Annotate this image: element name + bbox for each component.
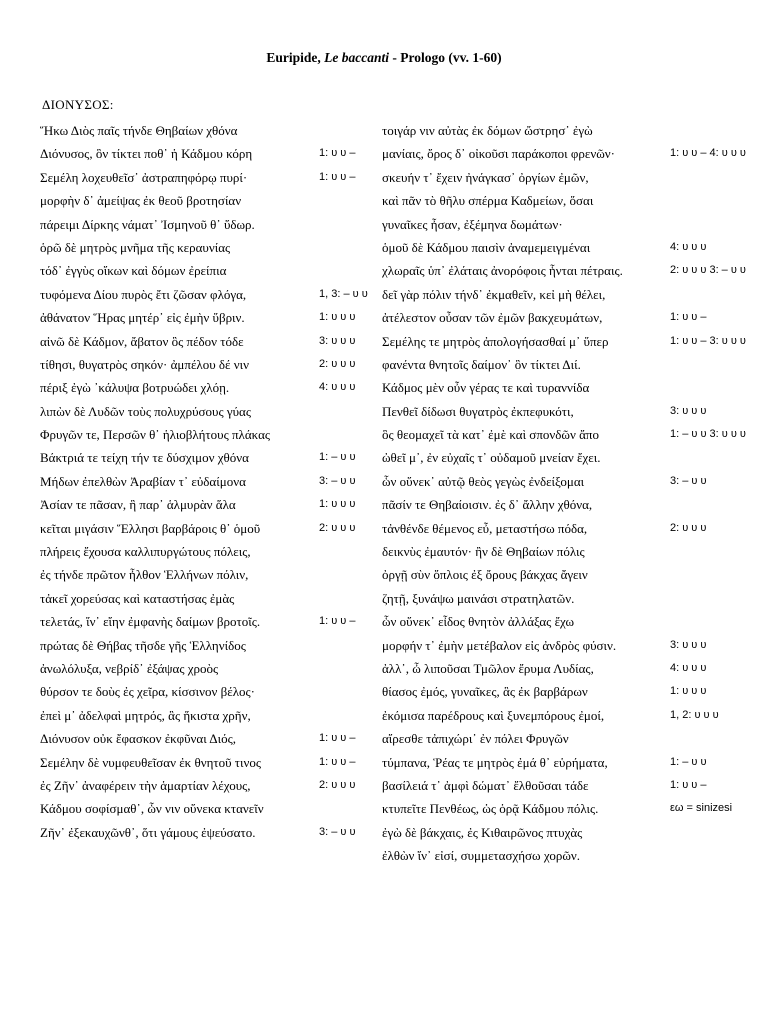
scansion-note: 1: υ υ υ (670, 685, 707, 698)
verse-text: χλωραῖς ὑπ᾽ ἐλάταις ἀνορόφοις ἧνται πέτραις. (382, 263, 623, 279)
verse-text: ὀργῇ σὺν ὅπλοις ἐξ ὄρους βάκχας ἄγειν (382, 567, 588, 583)
verse-text: μορφήν τ᾽ ἐμὴν μετέβαλον εἰς ἀνδρὸς φύσιν. (382, 637, 617, 653)
right-column (382, 119, 762, 868)
scansion-note: 2: υ υ υ (319, 778, 356, 791)
verse-line (40, 353, 385, 376)
verse-line (382, 704, 762, 727)
verse-line (382, 657, 762, 680)
verse-text: σκευήν τ᾽ ἔχειν ἠνάγκασ᾽ ὀργίων ἐμῶν, (382, 169, 589, 185)
scansion-note: 1: υ υ – (670, 778, 707, 791)
scansion-note: 1: – υ υ 3: υ υ υ (670, 428, 746, 441)
verse-line (382, 634, 762, 657)
title-author: Euripide, (266, 50, 321, 65)
verse-text: πλήρεις ἔχουσα καλλιπυργώτους πόλεις, (40, 544, 251, 560)
verse-line (40, 470, 385, 493)
verse-text: λιπὼν δὲ Λυδῶν τοὺς πολυχρύσους γύας (40, 403, 251, 419)
verse-text: πάρειμι Δίρκης νάματ᾽ Ἰσμηνοῦ θ᾽ ὕδωρ. (40, 216, 255, 232)
scansion-note: 2: υ υ υ (319, 357, 356, 370)
verse-line (40, 400, 385, 423)
scansion-note: 2: υ υ υ (319, 521, 356, 534)
verse-text: γυναῖκες ἦσαν, ἐξέμηνα δωμάτων· (382, 216, 563, 232)
scansion-note: 1: υ υ – 3: υ υ υ (670, 334, 746, 347)
scansion-note: 1: υ υ υ (319, 311, 356, 324)
verse-line (382, 283, 762, 306)
verse-line (40, 376, 385, 399)
verse-text: ἐγὼ δὲ βάκχαις, ἐς Κιθαιρῶνος πτυχὰς (382, 824, 583, 840)
verse-line (382, 423, 762, 446)
scansion-note: 3: – υ υ (319, 825, 356, 838)
verse-line (382, 587, 762, 610)
verse-text: ἀθάνατον Ἥρας μητέρ᾽ εἰς ἐμὴν ὕβριν. (40, 310, 245, 326)
scansion-note: 1: – υ υ (670, 755, 707, 768)
verse-line (40, 610, 385, 633)
verse-line (382, 774, 762, 797)
scansion-note: 1: – υ υ (319, 451, 356, 464)
verse-line (382, 142, 762, 165)
verse-line (382, 306, 762, 329)
verse-line (40, 283, 385, 306)
verse-text: τἀκεῖ χορεύσας καὶ καταστήσας ἐμὰς (40, 590, 235, 606)
verse-text: καὶ πᾶν τὸ θῆλυ σπέρμα Καδμείων, ὅσαι (382, 193, 594, 209)
scansion-note: 1: υ υ – (319, 755, 356, 768)
verse-text: τόδ᾽ ἐγγὺς οἴκων καὶ δόμων ἐρείπια (40, 263, 227, 279)
scansion-note: 1, 2: υ υ υ (670, 708, 719, 721)
verse-line (382, 797, 762, 820)
verse-text: Σεμέλης τε μητρὸς ἀπολογήσασθαί μ᾽ ὕπερ (382, 333, 609, 349)
verse-text: θύρσον τε δοὺς ἐς χεῖρα, κίσσινον βέλος· (40, 684, 255, 700)
verse-line (382, 821, 762, 844)
scansion-note: 2: υ υ υ 3: – υ υ (670, 264, 746, 277)
title-work: Le baccanti (324, 50, 389, 65)
verse-text: Διόνυσος, ὃν τίκτει ποθ᾽ ἡ Κάδμου κόρη (40, 146, 253, 162)
scansion-note: 3: – υ υ (670, 474, 707, 487)
verse-text: ὧν οὕνεκ᾽ εἶδος θνητὸν ἀλλάξας ἔχω (382, 614, 575, 630)
verse-text: μανίαις, ὄρος δ᾽ οἰκοῦσι παράκοποι φρενῶν· (382, 146, 615, 162)
verse-text: ὁμοῦ δὲ Κάδμου παισὶν ἀναμεμειγμέναι (382, 239, 591, 255)
verse-line (40, 821, 385, 844)
verse-text: πρώτας δὲ Θήβας τῆσδε γῆς Ἑλληνίδος (40, 637, 246, 653)
verse-text: μορφὴν δ᾽ ἀμείψας ἐκ θεοῦ βροτησίαν (40, 193, 242, 209)
verse-line (40, 517, 385, 540)
verse-line (382, 213, 762, 236)
verse-line (382, 119, 762, 142)
verse-line (382, 376, 762, 399)
verse-line (40, 330, 385, 353)
verse-text: δεῖ γὰρ πόλιν τήνδ᾽ ἐκμαθεῖν, κεἰ μὴ θέλει, (382, 286, 606, 302)
scansion-note: 1: υ υ – (319, 732, 356, 745)
verse-text: αἴρεσθε τἀπιχώρι᾽ ἐν πόλει Φρυγῶν (382, 731, 569, 747)
verse-text: Σεμέλην δὲ νυμφευθεῖσαν ἐκ θνητοῦ τινος (40, 754, 262, 770)
verse-text: ὃς θεομαχεῖ τὰ κατ᾽ ἐμὲ καὶ σπονδῶν ἄπο (382, 427, 599, 443)
verse-line (40, 774, 385, 797)
scansion-note: 1: υ υ – (319, 147, 356, 160)
verse-text: θίασος ἐμός, γυναῖκες, ἃς ἐκ βαρβάρων (382, 684, 588, 700)
scansion-note: 1: υ υ – (670, 311, 707, 324)
verse-line (382, 166, 762, 189)
verse-line (40, 236, 385, 259)
verse-text: τύμπανα, Ῥέας τε μητρὸς ἐμά θ᾽ εὑρήματα, (382, 754, 608, 770)
verse-text: ἐς τήνδε πρῶτον ἦλθον Ἑλλήνων πόλιν, (40, 567, 249, 583)
scansion-note: 2: υ υ υ (670, 521, 707, 534)
verse-line (382, 844, 762, 867)
document-title (0, 50, 768, 66)
verse-text: ἐλθὼν ἵν᾽ εἰσί, συμμετασχήσω χορῶν. (382, 848, 581, 864)
verse-text: ὧν οὕνεκ᾽ αὐτῷ θεὸς γεγὼς ἐνδείξομαι (382, 473, 585, 489)
verse-text: ἀτέλεστον οὖσαν τῶν ἐμῶν βακχευμάτων, (382, 310, 603, 326)
verse-line (382, 751, 762, 774)
verse-text: αἰνῶ δὲ Κάδμον, ἄβατον ὃς πέδον τόδε (40, 333, 244, 349)
verse-text: ἐπεὶ μ᾽ ἀδελφαὶ μητρός, ἃς ἥκιστα χρῆν, (40, 707, 251, 723)
verse-line (40, 704, 385, 727)
scansion-note: 4: υ υ υ (670, 240, 707, 253)
verse-text: ζητῇ, ξυνάψω μαινάσι στρατηλατῶν. (382, 590, 575, 606)
verse-text: Διόνυσον οὐκ ἔφασκον ἐκφῦναι Διός, (40, 731, 237, 747)
verse-line (40, 119, 385, 142)
verse-line (382, 493, 762, 516)
verse-text: Σεμέλη λοχευθεῖσ᾽ ἀστραπηφόρῳ πυρί· (40, 169, 248, 185)
verse-text: Ἥκω Διὸς παῖς τήνδε Θηβαίων χθόνα (40, 123, 238, 138)
scansion-note: 3: υ υ υ (670, 404, 707, 417)
verse-line (382, 470, 762, 493)
scansion-note: 1: υ υ – (319, 170, 356, 183)
scansion-note: 3: υ υ υ (319, 334, 356, 347)
verse-text: Φρυγῶν τε, Περσῶν θ᾽ ἡλιοβλήτους πλάκας (40, 427, 271, 443)
scansion-note: 3: – υ υ (319, 474, 356, 487)
verse-text: ἀλλ᾽, ὦ λιποῦσαι Τμῶλον ἔρυμα Λυδίας, (382, 660, 594, 676)
scansion-note: 1: υ υ – 4: υ υ υ (670, 147, 746, 160)
verse-text: τυφόμενα Δίου πυρὸς ἔτι ζῶσαν φλόγα, (40, 286, 247, 302)
verse-text: Ζῆν᾽ ἐξεκαυχῶνθ᾽, ὅτι γάμους ἐψεύσατο. (40, 824, 256, 840)
verse-text: κεῖται μιγάσιν Ἕλλησι βαρβάροις θ᾽ ὁμοῦ (40, 520, 261, 536)
verse-text: τίθησι, θυγατρὸς σηκόν· ἀμπέλου δέ νιν (40, 356, 249, 372)
verse-line (40, 259, 385, 282)
verse-line (382, 189, 762, 212)
verse-line (40, 797, 385, 820)
verse-line (382, 540, 762, 563)
verse-line (40, 166, 385, 189)
verse-text: πᾶσίν τε Θηβαίοισιν. ἐς δ᾽ ἄλλην χθόνα, (382, 497, 593, 513)
verse-line (382, 610, 762, 633)
verse-text: ὁρῶ δὲ μητρὸς μνῆμα τῆς κεραυνίας (40, 239, 231, 255)
verse-text: Μήδων ἐπελθὼν Ἀραβίαν τ᾽ εὐδαίμονα (40, 473, 246, 489)
verse-text: ἐς Ζῆν᾽ ἀναφέρειν τὴν ἁμαρτίαν λέχους, (40, 777, 251, 793)
verse-line (40, 213, 385, 236)
verse-line (382, 400, 762, 423)
verse-text: φανέντα θνητοῖς δαίμον᾽ ὃν τίκτει Διί. (382, 356, 581, 372)
title-rest: - Prologo (vv. 1-60) (392, 50, 502, 65)
verse-text: Κάδμος μὲν οὖν γέρας τε καὶ τυραννίδα (382, 380, 590, 396)
verse-line (40, 657, 385, 680)
verse-line (40, 587, 385, 610)
verse-line (40, 680, 385, 703)
verse-line (382, 236, 762, 259)
scansion-note: 3: υ υ υ (670, 638, 707, 651)
verse-line (382, 517, 762, 540)
verse-line (40, 142, 385, 165)
verse-line (40, 540, 385, 563)
speaker-name: ΔΙΟΝΥΣΟΣ: (42, 97, 114, 112)
verse-line (382, 330, 762, 353)
verse-line (40, 423, 385, 446)
verse-line (40, 634, 385, 657)
scansion-note: εω = sinizesi (670, 802, 733, 815)
verse-line (40, 727, 385, 750)
verse-line (40, 563, 385, 586)
verse-line (40, 189, 385, 212)
verse-text: Κάδμου σοφίσμαθ᾽, ὧν νιν οὕνεκα κτανεῖν (40, 801, 264, 817)
verse-text: ὠθεῖ μ᾽, ἐν εὐχαῖς τ᾽ οὐδαμοῦ μνείαν ἔχει. (382, 450, 601, 466)
verse-text: κτυπεῖτε Πενθέως, ὡς ὁρᾷ Κάδμου πόλις. (382, 801, 599, 817)
verse-text: δεικνὺς ἐμαυτόν· ἢν δὲ Θηβαίων πόλις (382, 544, 585, 560)
scansion-note: 4: υ υ υ (670, 661, 707, 674)
verse-line (40, 751, 385, 774)
verse-text: Πενθεῖ δίδωσι θυγατρὸς ἐκπεφυκότι, (382, 403, 574, 419)
verse-line (382, 563, 762, 586)
verse-text: τελετάς, ἵν᾽ εἴην ἐμφανὴς δαίμων βροτοῖς. (40, 614, 261, 630)
verse-line (40, 446, 385, 469)
verse-text: βασίλειά τ᾽ ἀμφὶ δώματ᾽ ἔλθοῦσαι τάδε (382, 777, 589, 793)
verse-line (382, 353, 762, 376)
verse-line (382, 727, 762, 750)
verse-line (382, 446, 762, 469)
scansion-note: 1: υ υ – (319, 615, 356, 628)
verse-line (40, 306, 385, 329)
left-column (40, 119, 385, 844)
scansion-note: 1: υ υ υ (319, 498, 356, 511)
verse-text: ἐκόμισα παρέδρους καὶ ξυνεμπόρους ἐμοί, (382, 707, 605, 723)
scansion-note: 4: υ υ υ (319, 381, 356, 394)
verse-line (382, 259, 762, 282)
verse-text: ἀνωλόλυξα, νεβρίδ᾽ ἐξάψας χροὸς (40, 660, 219, 676)
verse-text: πέριξ ἐγὼ ᾽κάλυψα βοτρυώδει χλόῃ. (40, 380, 230, 396)
scansion-note: 1, 3: – υ υ (319, 287, 368, 300)
verse-text: Ἀσίαν τε πᾶσαν, ἣ παρ᾽ ἁλμυρὰν ἅλα (40, 497, 236, 513)
verse-text: τἀνθένδε θέμενος εὖ, μεταστήσω πόδα, (382, 520, 588, 536)
verse-line (382, 680, 762, 703)
verse-line (40, 493, 385, 516)
verse-text: τοιγάρ νιν αὐτὰς ἐκ δόμων ὤστρησ᾽ ἐγὼ (382, 123, 593, 138)
verse-text: Βάκτριά τε τείχη τήν τε δύσχιμον χθόνα (40, 450, 249, 466)
